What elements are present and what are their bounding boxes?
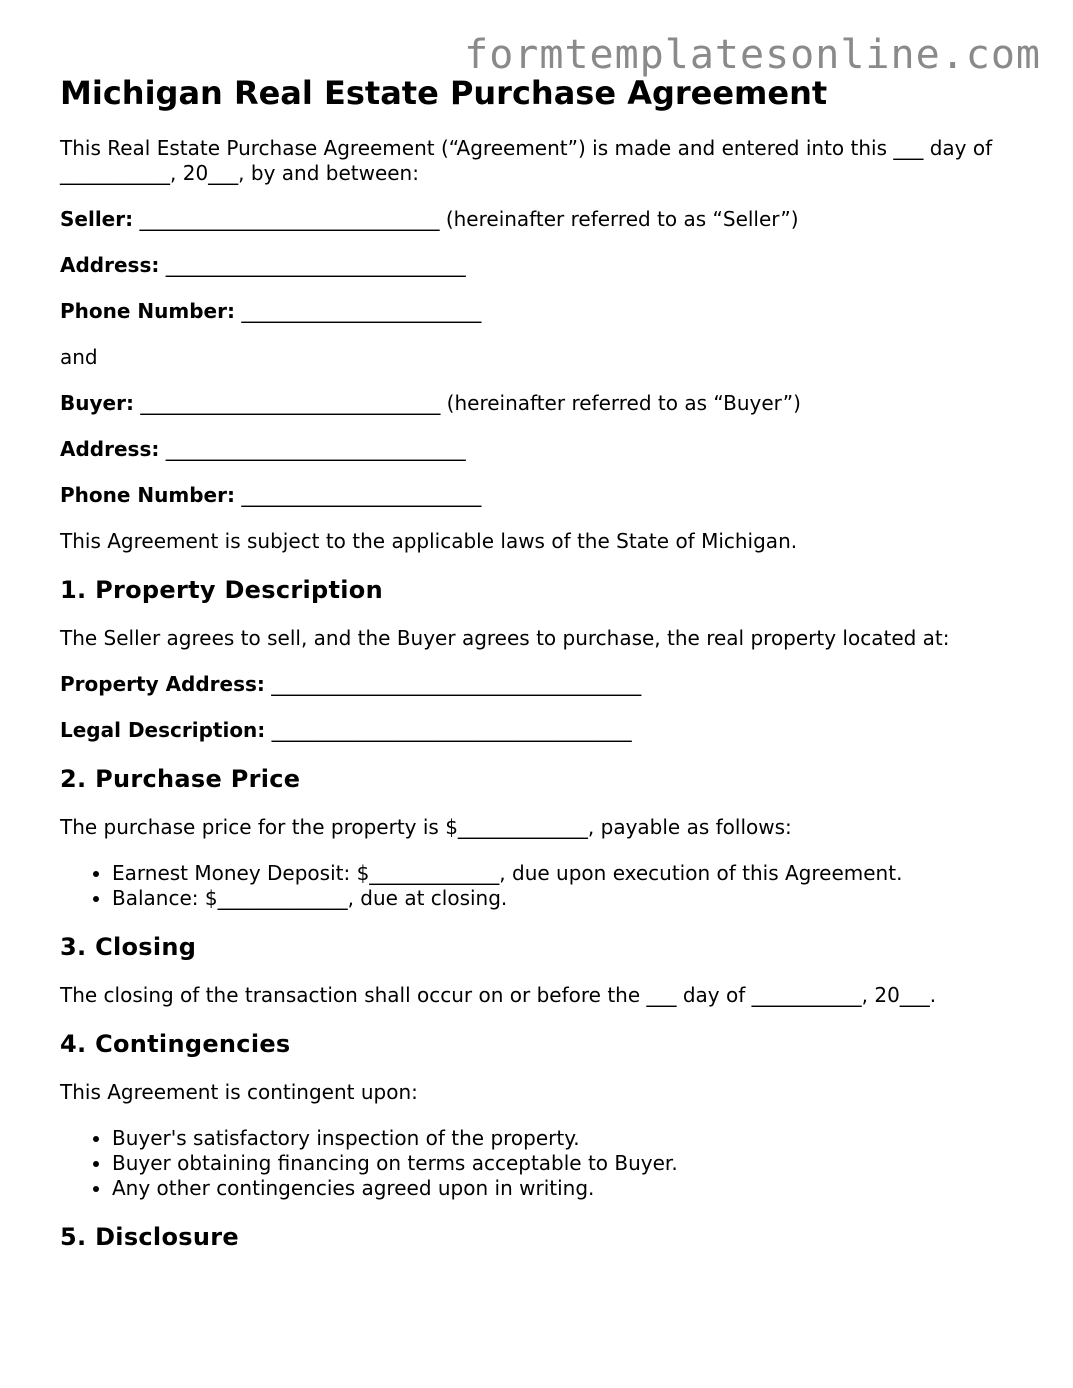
buyer-phone-line (60, 483, 1020, 508)
section-heading-disclosure: 5. Disclosure (60, 1223, 239, 1251)
legal-description-blank: ____________________________________ (271, 718, 632, 742)
buyer-name-blank: ______________________________ (hereinafter referred to as “Buyer”) (140, 391, 801, 415)
list-item: • Buyer obtaining financing on terms acceptable to Buyer. (112, 1151, 1020, 1176)
property-address-line (60, 672, 1020, 697)
seller-name-line (60, 207, 1020, 232)
buyer-name-line (60, 391, 1020, 416)
and-text: and (60, 345, 98, 369)
price-list (60, 861, 1020, 911)
document-title: Michigan Real Estate Purchase Agreement (60, 74, 828, 112)
intro-paragraph: This Real Estate Purchase Agreement (“Agreement”) is made and entered into this ___ day of ___________, 20___, by and between: (60, 136, 993, 185)
buyer-address-label: Address: (60, 437, 160, 461)
buyer-address-line (60, 437, 1020, 462)
section-heading-price: 2. Purchase Price (60, 765, 301, 793)
laws-paragraph: This Agreement is subject to the applicable laws of the State of Michigan. (60, 529, 798, 553)
price-text: The purchase price for the property is $_____________, payable as follows: (60, 815, 792, 839)
closing-text: The closing of the transaction shall occur on or before the ___ day of ___________, 20___. (60, 983, 937, 1007)
property-address-label: Property Address: (60, 672, 265, 696)
legal-description-line (60, 718, 1020, 743)
property-text: The Seller agrees to sell, and the Buyer agrees to purchase, the real property located at: (60, 626, 950, 650)
section-heading-contingencies: 4. Contingencies (60, 1030, 291, 1058)
seller-phone-blank: ________________________ (241, 299, 482, 323)
list-item: • Any other contingencies agreed upon in writing. (112, 1176, 1020, 1201)
buyer-address-blank: ______________________________ (165, 437, 466, 461)
buyer-phone-label: Phone Number: (60, 483, 235, 507)
seller-address-line (60, 253, 1020, 278)
seller-address-blank: ______________________________ (165, 253, 466, 277)
section-heading-property: 1. Property Description (60, 576, 383, 604)
seller-phone-line (60, 299, 1020, 324)
watermark: formtemplatesonline.com (464, 32, 1041, 78)
contingencies-text: This Agreement is contingent upon: (60, 1080, 418, 1104)
seller-name-label: Seller: (60, 207, 134, 231)
list-item: • Earnest Money Deposit: $_____________, due upon execution of this Agreement. (112, 861, 1020, 886)
buyer-name-label: Buyer: (60, 391, 134, 415)
section-heading-closing: 3. Closing (60, 933, 197, 961)
buyer-phone-blank: ________________________ (241, 483, 482, 507)
list-item: • Buyer's satisfactory inspection of the property. (112, 1126, 1020, 1151)
document-body (60, 136, 1020, 1273)
property-address-blank: _____________________________________ (271, 672, 642, 696)
legal-description-label: Legal Description: (60, 718, 266, 742)
seller-phone-label: Phone Number: (60, 299, 235, 323)
contingencies-list (60, 1126, 1020, 1201)
seller-address-label: Address: (60, 253, 160, 277)
list-item: • Balance: $_____________, due at closing. (112, 886, 1020, 911)
seller-name-blank: ______________________________ (hereinafter referred to as “Seller”) (139, 207, 799, 231)
